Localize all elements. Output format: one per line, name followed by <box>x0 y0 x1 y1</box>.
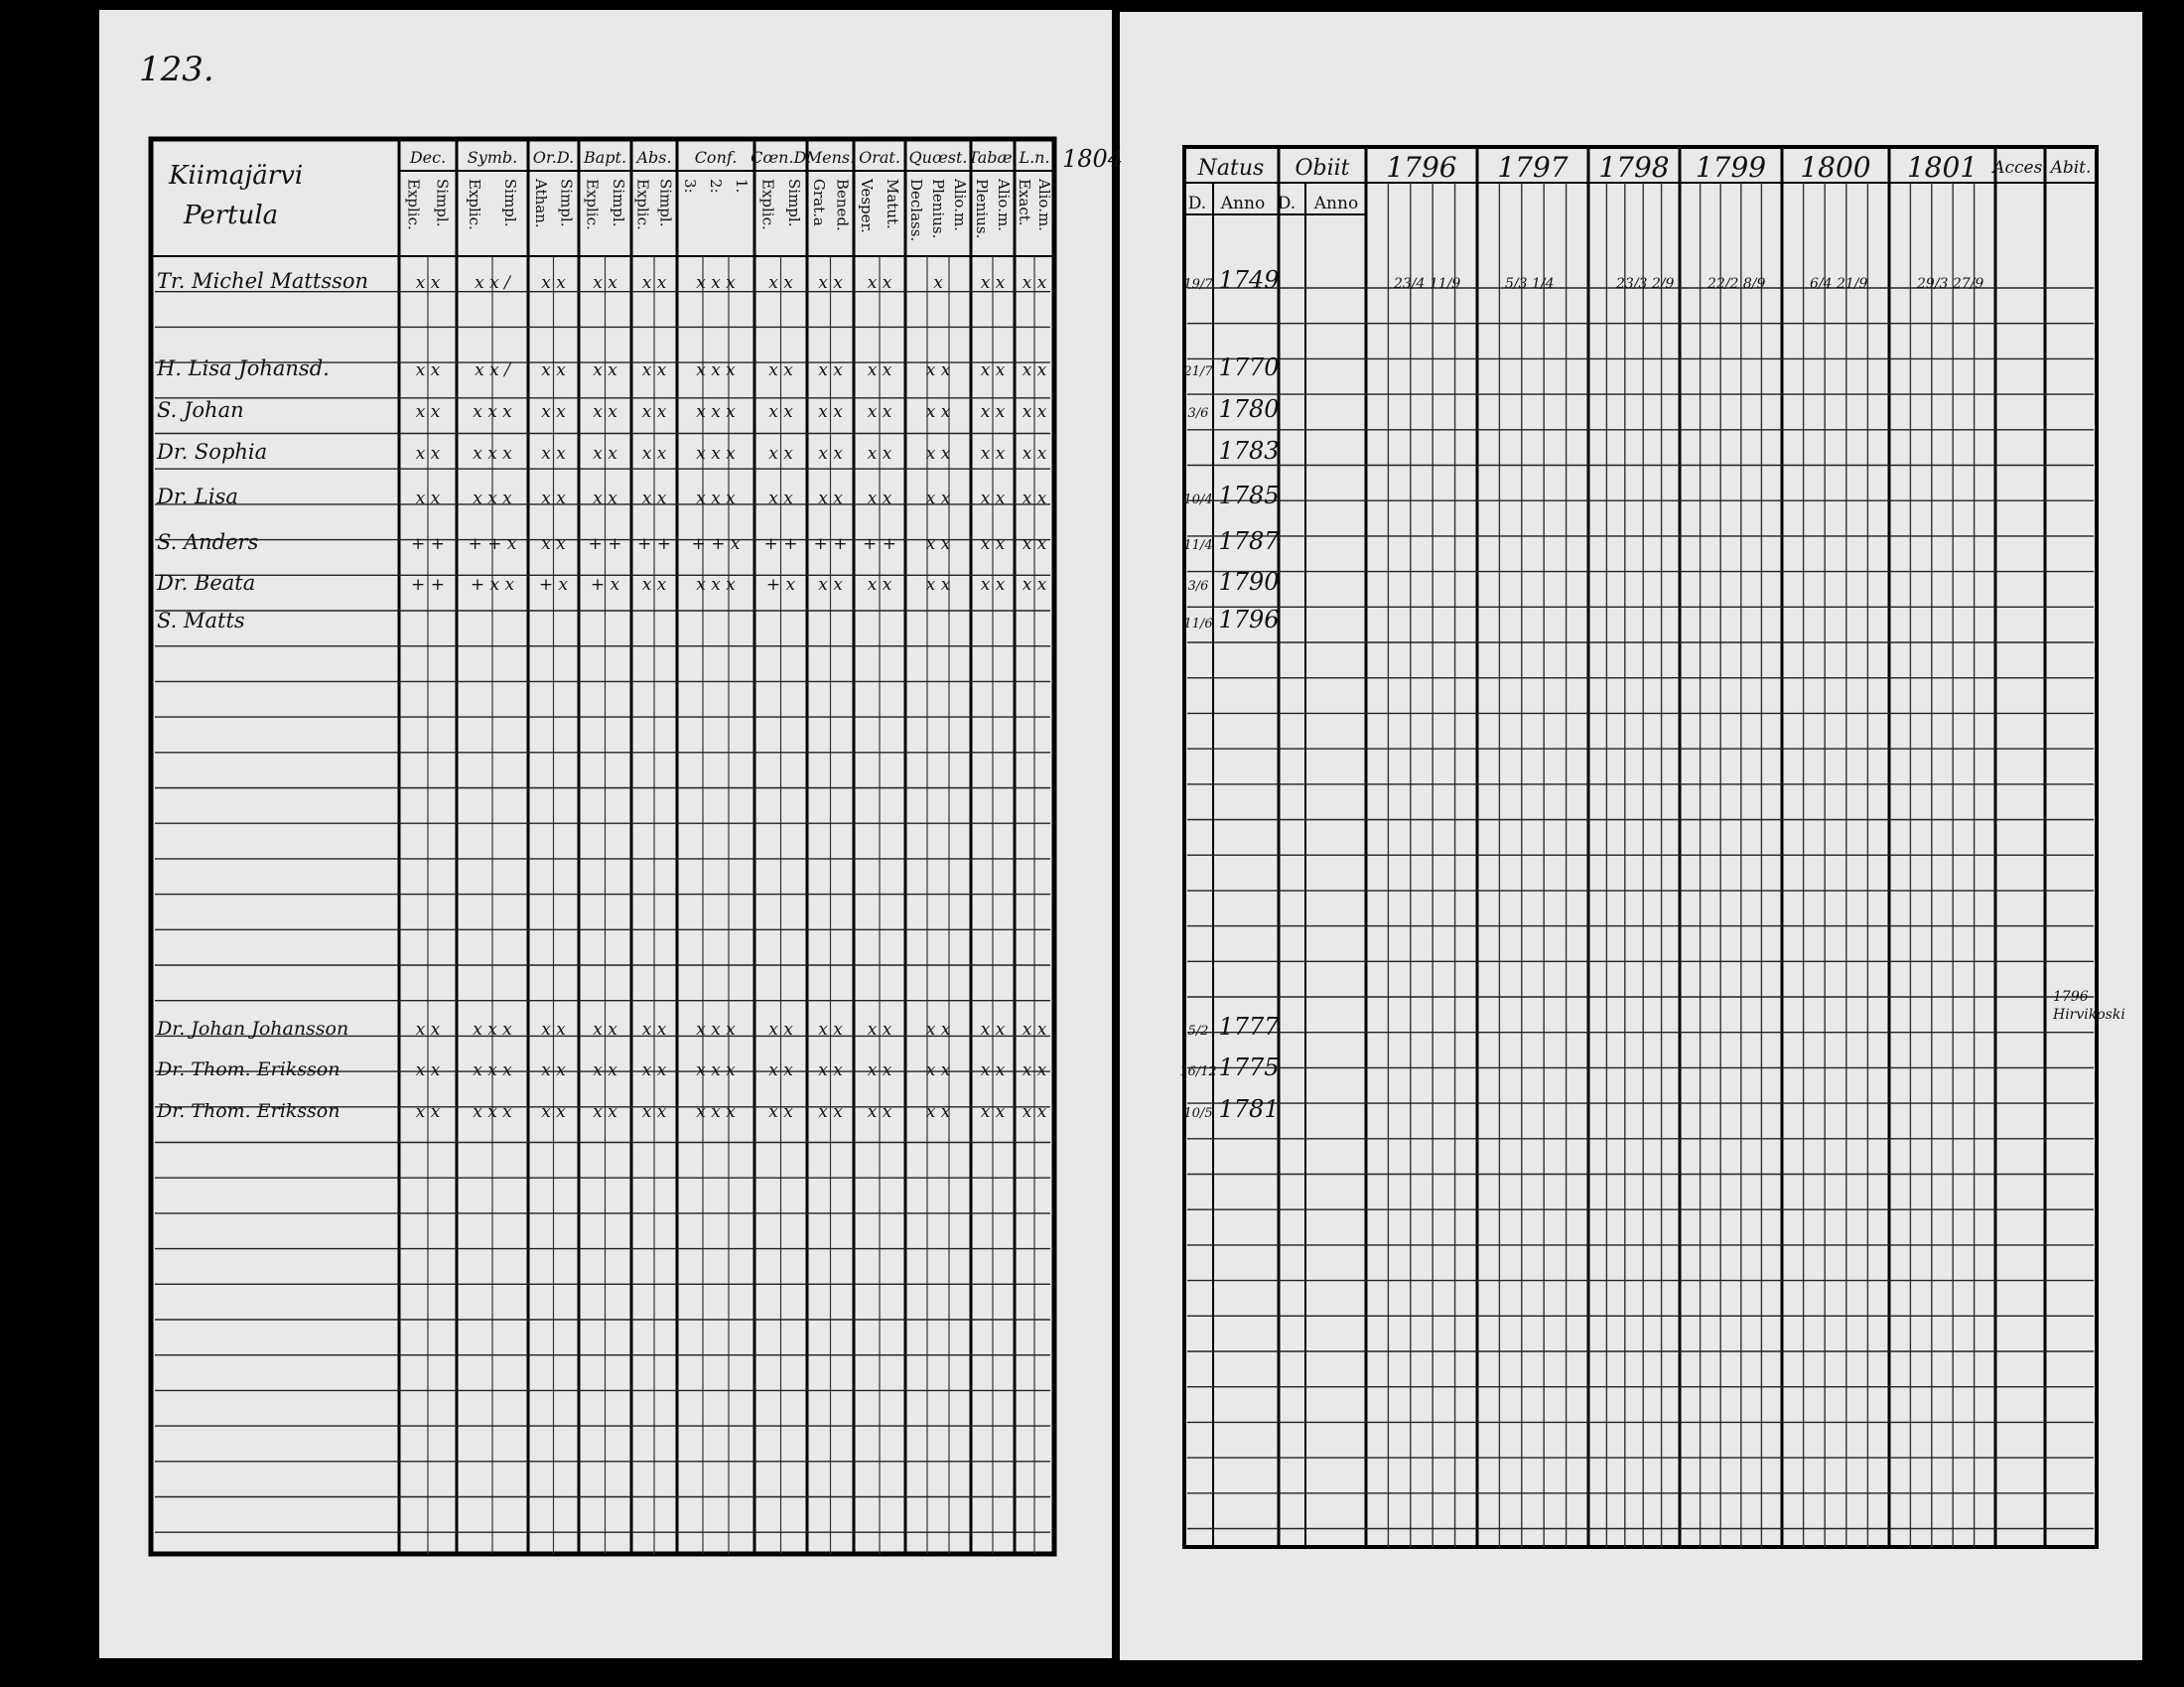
catechism-mark: x x <box>925 1102 951 1122</box>
catechism-mark: x x <box>818 273 843 293</box>
catechism-mark: x x <box>980 1020 1006 1040</box>
column-header-4: Abs. <box>636 148 672 167</box>
catechism-mark: x x <box>593 1060 617 1080</box>
catechism-mark: x x <box>925 444 951 464</box>
catechism-mark: x x <box>1022 444 1047 464</box>
column-subheader: 2: <box>707 179 725 194</box>
person-name: Dr. Sophia <box>157 440 268 464</box>
column-subheader: Simpl. <box>609 179 627 227</box>
column-header-0: Dec. <box>409 148 447 167</box>
birth-year: 1777 <box>1218 1013 1280 1041</box>
catechism-mark: x x <box>415 1060 441 1080</box>
catechism-mark: x x <box>818 575 843 595</box>
right-table-border <box>1184 147 2097 1547</box>
catechism-mark: x x x <box>473 1102 512 1122</box>
catechism-mark: x x <box>867 575 892 595</box>
catechism-mark: x x <box>1022 575 1047 595</box>
catechism-mark: x x <box>980 360 1006 380</box>
header-obiit: Obiit <box>1295 156 1350 181</box>
catechism-mark: x x <box>867 444 892 464</box>
catechism-mark: x x <box>818 1102 843 1122</box>
catechism-mark: x x <box>415 489 441 508</box>
catechism-mark: x x <box>541 1060 566 1080</box>
catechism-mark: x x <box>925 1020 951 1040</box>
catechism-mark: x x <box>980 489 1006 508</box>
column-subheader: Explic. <box>758 179 777 230</box>
catechism-mark: x x <box>593 1020 617 1040</box>
catechism-mark: x x <box>925 575 951 595</box>
catechism-mark: x x <box>641 1060 667 1080</box>
year-header: 1798 <box>1598 151 1670 184</box>
catechism-mark: + + x <box>468 534 517 554</box>
catechism-mark: x x <box>980 575 1006 595</box>
column-header-9: Quœst. <box>908 148 968 167</box>
column-header-3: Bapt. <box>583 148 627 167</box>
catechism-mark: x x <box>1022 273 1047 293</box>
birth-year: 1790 <box>1218 568 1280 596</box>
column-subheader: Simpl. <box>784 179 803 227</box>
catechism-mark: x x <box>980 534 1006 554</box>
header-abiit: Abit. <box>2050 158 2092 178</box>
catechism-mark: x x <box>867 273 892 293</box>
year-marker: 1804 <box>1062 145 1124 173</box>
column-subheader: Explic. <box>466 179 483 230</box>
catechism-mark: x x <box>541 360 566 380</box>
abiit-note: 1796 Hirvikoski <box>2053 989 2125 1023</box>
year-header: 1797 <box>1497 151 1569 184</box>
catechism-mark: x x <box>818 360 843 380</box>
catechism-mark: x x <box>768 273 793 293</box>
column-subheader: Matut. <box>884 179 901 229</box>
catechism-mark: x x <box>867 360 892 380</box>
catechism-mark: x x <box>641 273 667 293</box>
catechism-mark: x x <box>593 360 617 380</box>
catechism-mark: x x x <box>473 1060 512 1080</box>
catechism-mark: x x <box>541 534 566 554</box>
catechism-mark: x x <box>1022 1060 1047 1080</box>
birth-day: 10/5 <box>1183 1106 1213 1121</box>
catechism-mark: x x <box>641 575 667 595</box>
column-subheader: Plenius. <box>973 179 991 239</box>
person-name: H. Lisa Johansd. <box>157 356 330 380</box>
column-subheader: Grat.a <box>809 179 828 226</box>
catechism-mark: x x <box>541 402 566 422</box>
birth-day: 11/6 <box>1183 617 1213 632</box>
communion-date: 5/3 1/4 <box>1505 276 1555 292</box>
catechism-mark: + + <box>763 534 798 554</box>
catechism-mark: x x x <box>473 1020 512 1040</box>
catechism-mark: x x <box>867 1020 892 1040</box>
catechism-mark: x x <box>541 444 566 464</box>
communion-date: 6/4 21/9 <box>1810 276 1868 292</box>
catechism-mark: x x <box>541 1020 566 1040</box>
year-header: 1801 <box>1906 151 1979 184</box>
communion-date: 29/3 27/9 <box>1917 276 1984 292</box>
birth-day: 10/4 <box>1183 492 1213 507</box>
catechism-mark: + x <box>590 575 620 595</box>
catechism-mark: x x <box>818 489 843 508</box>
birth-day: 21/7 <box>1183 364 1213 379</box>
column-subheader: 1. <box>733 179 751 194</box>
communion-date: 23/3 2/9 <box>1616 276 1675 292</box>
catechism-mark: x x <box>1022 1102 1047 1122</box>
column-subheader: Athan. <box>531 179 550 228</box>
catechism-mark: + + <box>637 534 671 554</box>
servant-name: Dr. Thom. Eriksson <box>157 1100 341 1122</box>
catechism-mark: x x <box>980 1102 1006 1122</box>
catechism-mark: x x <box>641 444 667 464</box>
birth-year: 1783 <box>1218 437 1280 465</box>
header-anno: Anno <box>1313 194 1359 213</box>
birth-year: 1749 <box>1218 266 1280 294</box>
column-subheader: Explic. <box>583 179 602 230</box>
catechism-mark: x x <box>415 402 441 422</box>
catechism-mark: x x <box>415 273 441 293</box>
header-day: D. <box>1277 194 1297 213</box>
catechism-mark: x x <box>641 360 667 380</box>
catechism-mark: x x <box>925 360 951 380</box>
catechism-mark: x x x <box>696 1102 736 1122</box>
catechism-mark: x x <box>593 444 617 464</box>
communion-date: 23/4 11/9 <box>1394 276 1461 292</box>
catechism-mark: x x <box>415 444 441 464</box>
person-name: S. Matts <box>157 609 245 633</box>
catechism-mark: x <box>933 273 943 293</box>
catechism-mark: + + <box>863 534 896 554</box>
catechism-mark: x x <box>593 273 617 293</box>
parish-subname: Pertula <box>184 201 279 230</box>
page-number: 123. <box>139 50 214 89</box>
catechism-mark: x x <box>541 273 566 293</box>
column-subheader: Simpl. <box>557 179 576 227</box>
catechism-mark: x x <box>541 489 566 508</box>
column-subheader: Explic. <box>633 179 652 230</box>
catechism-mark: x x <box>641 1102 667 1122</box>
person-name: S. Johan <box>157 398 244 422</box>
catechism-mark: x x <box>415 1102 441 1122</box>
column-subheader: Declass. <box>907 179 925 242</box>
column-subheader: Plenius. <box>929 179 947 239</box>
birth-year: 1770 <box>1218 353 1280 381</box>
year-header: 1796 <box>1386 151 1457 184</box>
catechism-mark: x x <box>925 1060 951 1080</box>
catechism-mark: x x <box>818 402 843 422</box>
header-natus: Natus <box>1197 156 1265 181</box>
catechism-mark: x x x <box>696 444 736 464</box>
catechism-mark: x x <box>818 1020 843 1040</box>
catechism-mark: x x <box>768 444 793 464</box>
catechism-mark: x x x <box>696 360 736 380</box>
catechism-mark: x x x <box>696 1020 736 1040</box>
birth-year: 1796 <box>1218 606 1280 633</box>
catechism-mark: x x / <box>475 273 510 293</box>
catechism-mark: x x <box>980 444 1006 464</box>
catechism-mark: + + <box>411 575 445 595</box>
birth-day: 3/6 <box>1187 579 1209 594</box>
column-subheader: Exact. <box>1016 179 1033 226</box>
catechism-mark: x x <box>980 273 1006 293</box>
catechism-mark: + + <box>411 534 445 554</box>
catechism-mark: x x <box>768 1102 793 1122</box>
servant-name: Dr. Johan Johansson <box>157 1018 349 1040</box>
catechism-mark: + + x <box>691 534 741 554</box>
column-header-5: Conf. <box>694 148 738 167</box>
header-accessit: Acces. <box>1992 158 2048 178</box>
catechism-mark: x x <box>925 534 951 554</box>
right-table <box>1179 147 2097 1547</box>
birth-day: 16/12 <box>1179 1064 1217 1079</box>
parish-name: Kiimajärvi <box>169 161 304 191</box>
catechism-mark: x x <box>768 402 793 422</box>
catechism-mark: x x x <box>696 489 736 508</box>
catechism-mark: x x <box>768 1060 793 1080</box>
column-subheader: Alio.m. <box>995 179 1013 231</box>
column-subheader: Alio.m. <box>951 179 969 231</box>
birth-day: 11/4 <box>1183 538 1213 553</box>
catechism-mark: x x <box>641 402 667 422</box>
catechism-mark: x x x <box>473 444 512 464</box>
person-name: Dr. Lisa <box>157 485 238 508</box>
catechism-mark: x x <box>1022 1020 1047 1040</box>
birth-year: 1785 <box>1218 482 1280 509</box>
catechism-mark: x x <box>641 489 667 508</box>
catechism-mark: x x <box>980 402 1006 422</box>
column-header-7: Mens. <box>805 148 856 167</box>
catechism-mark: x x <box>768 360 793 380</box>
column-header-2: Or.D. <box>532 148 575 167</box>
catechism-mark: x x x <box>696 575 736 595</box>
column-subheader: Simpl. <box>433 179 452 227</box>
catechism-mark: x x <box>768 489 793 508</box>
catechism-mark: x x <box>641 1020 667 1040</box>
catechism-mark: x x <box>1022 489 1047 508</box>
birth-day: 19/7 <box>1183 277 1213 292</box>
communion-date: 22/2 8/9 <box>1707 276 1766 292</box>
left-table-border <box>151 139 1054 1554</box>
catechism-mark: x x <box>818 1060 843 1080</box>
catechism-mark: x x <box>541 1102 566 1122</box>
birth-day: 5/2 <box>1187 1024 1209 1039</box>
catechism-mark: + + <box>813 534 848 554</box>
catechism-mark: x x <box>925 402 951 422</box>
column-subheader: Bened. <box>833 179 852 231</box>
catechism-mark: x x <box>1022 360 1047 380</box>
catechism-mark: x x x <box>473 489 512 508</box>
person-name: S. Anders <box>157 530 259 554</box>
catechism-mark: x x <box>867 489 892 508</box>
catechism-mark: x x <box>1022 534 1047 554</box>
catechism-mark: x x <box>980 1060 1006 1080</box>
person-name: Tr. Michel Mattsson <box>157 269 369 293</box>
header-anno: Anno <box>1220 194 1266 213</box>
catechism-mark: x x x <box>696 273 736 293</box>
catechism-mark: x x <box>593 489 617 508</box>
catechism-mark: x x <box>593 402 617 422</box>
year-header: 1800 <box>1800 151 1871 184</box>
catechism-mark: x x <box>925 489 951 508</box>
catechism-mark: + x <box>538 575 569 595</box>
catechism-mark: + x <box>765 575 796 595</box>
catechism-mark: x x <box>867 402 892 422</box>
column-subheader: Explic. <box>404 179 423 230</box>
year-header: 1799 <box>1695 151 1767 184</box>
servant-name: Dr. Thom. Eriksson <box>157 1058 341 1080</box>
catechism-mark: x x <box>867 1060 892 1080</box>
column-header-8: Orat. <box>859 148 900 167</box>
birth-year: 1781 <box>1218 1095 1280 1123</box>
catechism-mark: x x / <box>475 360 510 380</box>
column-subheader: 3: <box>681 179 699 194</box>
catechism-mark: x x x <box>696 1060 736 1080</box>
left-table <box>151 139 1054 1554</box>
catechism-mark: x x <box>768 1020 793 1040</box>
birth-day: 3/6 <box>1187 406 1209 421</box>
column-subheader: Simpl. <box>656 179 675 227</box>
column-header-11: L.n. <box>1019 148 1050 167</box>
catechism-mark: x x <box>867 1102 892 1122</box>
catechism-mark: x x <box>818 444 843 464</box>
column-header-6: Cœn.D. <box>751 148 811 167</box>
catechism-mark: x x <box>1022 402 1047 422</box>
catechism-mark: x x <box>593 1102 617 1122</box>
column-subheader: Alio.m. <box>1035 179 1053 231</box>
person-name: Dr. Beata <box>157 571 256 595</box>
column-header-1: Symb. <box>467 148 518 167</box>
catechism-mark: x x x <box>696 402 736 422</box>
column-header-10: Tabæ. <box>968 148 1018 167</box>
catechism-mark: + x x <box>470 575 515 595</box>
catechism-mark: x x x <box>473 402 512 422</box>
header-day: D. <box>1187 194 1207 213</box>
catechism-mark: + + <box>588 534 622 554</box>
catechism-mark: x x <box>415 360 441 380</box>
column-subheader: Simpl. <box>501 179 519 227</box>
birth-year: 1775 <box>1218 1054 1280 1081</box>
column-subheader: Vesper. <box>858 179 876 233</box>
catechism-mark: x x <box>415 1020 441 1040</box>
birth-year: 1787 <box>1218 527 1280 555</box>
birth-year: 1780 <box>1218 395 1280 423</box>
